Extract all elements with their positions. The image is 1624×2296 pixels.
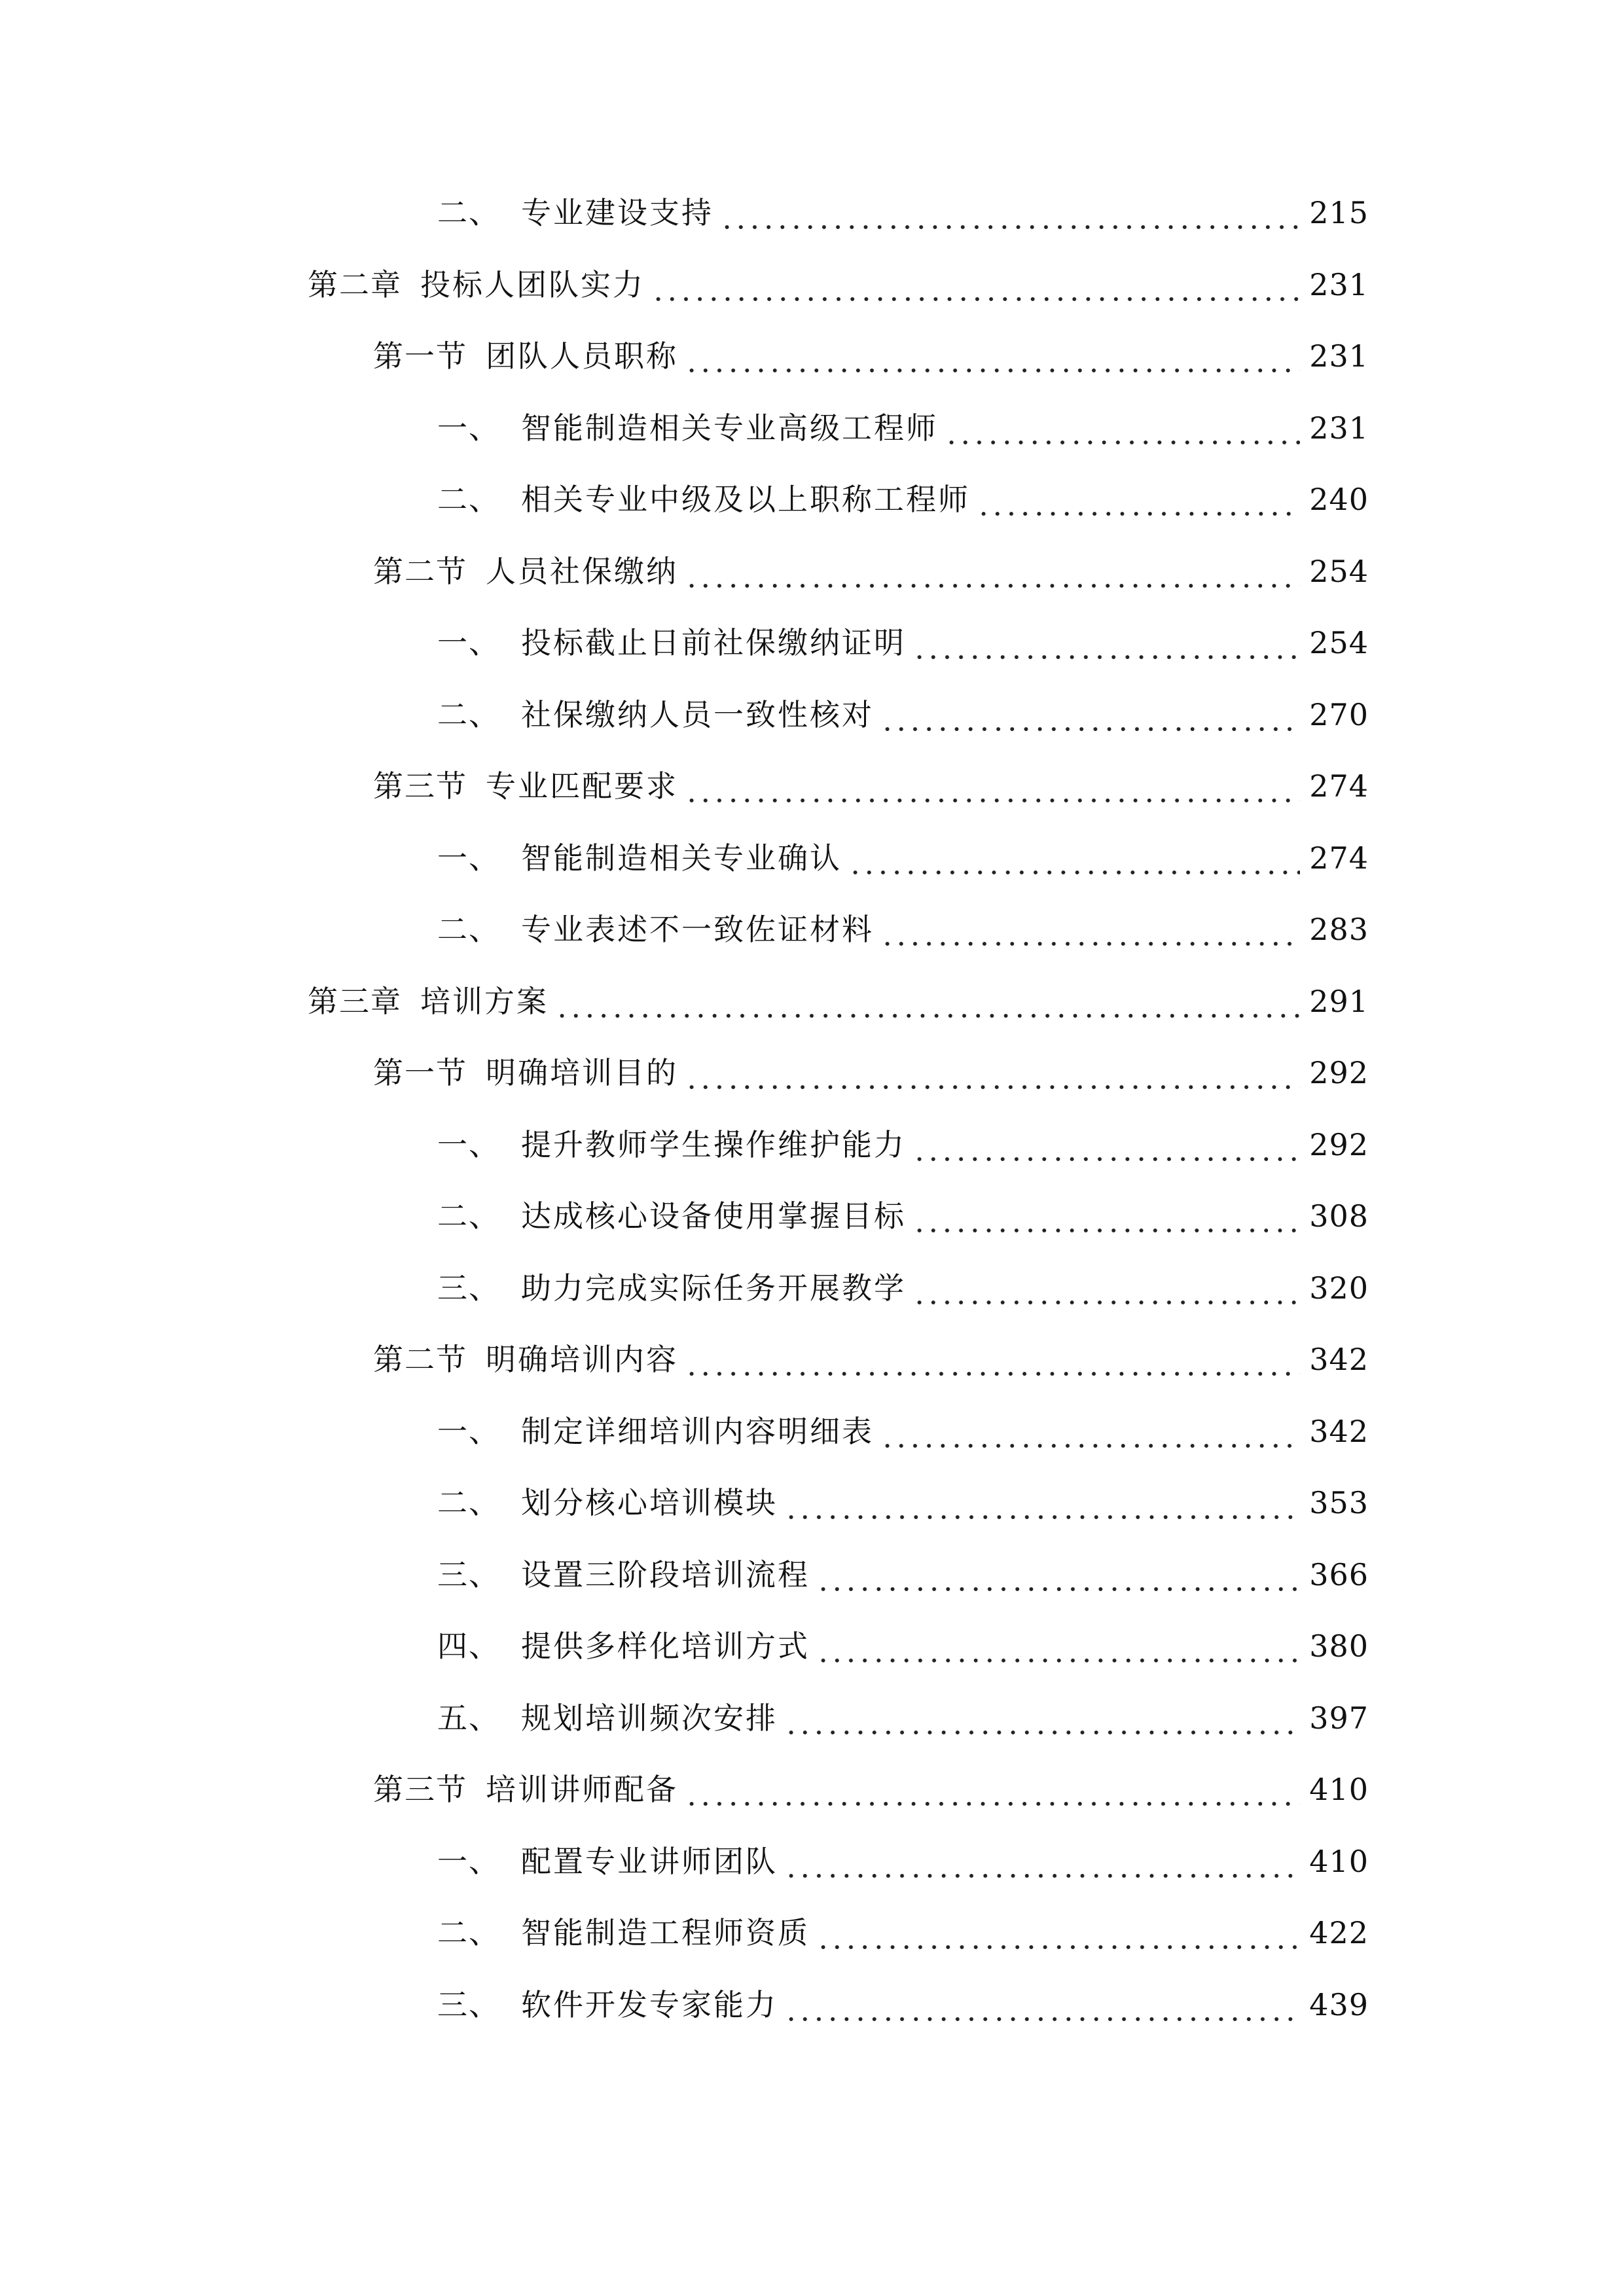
- entry-number: 二、: [437, 195, 500, 230]
- entry-number: 四、: [437, 1628, 500, 1664]
- dot-leader: [784, 1982, 1300, 2028]
- entry-number: 第二节: [373, 1342, 467, 1377]
- entry-number: 二、: [437, 912, 500, 947]
- entry-title: 达成核心设备使用掌握目标: [521, 1198, 906, 1234]
- page-number: 291: [1309, 984, 1369, 1019]
- page-number: 254: [1309, 554, 1369, 589]
- entry-title: 相关专业中级及以上职称工程师: [521, 482, 970, 517]
- toc-entry-lecturer-team[interactable]: [437, 1839, 1369, 1884]
- toc-entry-intermediate-engineers[interactable]: [437, 476, 1369, 522]
- dot-leader: [848, 835, 1300, 881]
- dot-leader: [784, 1480, 1300, 1526]
- dot-leader: [912, 1122, 1300, 1168]
- entry-title: 提供多样化培训方式: [521, 1628, 810, 1664]
- entry-title: 规划培训频次安排: [521, 1700, 778, 1736]
- page-number: 342: [1309, 1342, 1369, 1377]
- entry-number: 第一节: [373, 1055, 467, 1090]
- entry-title: 明确培训目的: [486, 1055, 678, 1090]
- entry-number: 三、: [437, 1270, 500, 1306]
- toc-entry-social-security-proof[interactable]: [437, 620, 1369, 666]
- entry-number: 第一节: [373, 338, 467, 374]
- entry-title: 智能制造工程师资质: [521, 1915, 810, 1950]
- entry-number: 二、: [437, 697, 500, 732]
- dot-leader: [816, 1910, 1300, 1956]
- entry-number: 二、: [437, 1198, 500, 1234]
- entry-number: 一、: [437, 1844, 500, 1879]
- entry-title: 配置专业讲师团队: [521, 1844, 778, 1879]
- dot-leader: [685, 1050, 1300, 1096]
- entry-number: 第三节: [373, 768, 467, 804]
- entry-title: 智能制造相关专业确认: [521, 840, 842, 876]
- dot-leader: [912, 620, 1300, 666]
- entry-title: 软件开发专家能力: [521, 1987, 778, 2022]
- dot-leader: [816, 1623, 1300, 1669]
- entry-title: 明确培训内容: [486, 1342, 678, 1377]
- entry-number: 一、: [437, 410, 500, 446]
- dot-leader: [784, 1839, 1300, 1884]
- toc-entry-equipment-goals[interactable]: [437, 1193, 1369, 1239]
- page-number: 410: [1309, 1844, 1369, 1879]
- entry-title: 专业匹配要求: [486, 768, 678, 804]
- toc-entry-core-modules[interactable]: [437, 1480, 1369, 1526]
- toc-entry-improve-abilities[interactable]: [437, 1122, 1369, 1168]
- dot-leader: [977, 476, 1300, 522]
- page-number: 270: [1309, 697, 1369, 732]
- entry-number: 一、: [437, 1414, 500, 1449]
- entry-title: 人员社保缴纳: [486, 554, 678, 589]
- entry-title: 设置三阶段培训流程: [521, 1557, 810, 1592]
- entry-number: 一、: [437, 840, 500, 876]
- toc-section-3-1[interactable]: [373, 1050, 1369, 1096]
- entry-title: 投标人团队实力: [420, 267, 645, 302]
- dot-leader: [912, 1265, 1300, 1311]
- toc-section-3-2[interactable]: [373, 1336, 1369, 1382]
- entry-title: 划分核心培训模块: [521, 1485, 778, 1520]
- toc-entry-practical-teaching[interactable]: [437, 1265, 1369, 1311]
- page-number: 366: [1309, 1557, 1369, 1592]
- dot-leader: [816, 1552, 1300, 1598]
- entry-number: 二、: [437, 482, 500, 517]
- entry-number: 三、: [437, 1987, 500, 2022]
- page-number: 292: [1309, 1055, 1369, 1090]
- page-number: 231: [1309, 267, 1369, 302]
- toc-entry-software-experts[interactable]: [437, 1982, 1369, 2028]
- toc-entry-training-methods[interactable]: [437, 1623, 1369, 1669]
- toc-section-2-2[interactable]: [373, 548, 1369, 594]
- toc-chapter-2[interactable]: [308, 262, 1369, 308]
- dot-leader: [685, 1336, 1300, 1382]
- entry-title: 助力完成实际任务开展教学: [521, 1270, 906, 1306]
- toc-chapter-3[interactable]: [308, 978, 1369, 1024]
- entry-number: 一、: [437, 1127, 500, 1162]
- dot-leader: [880, 906, 1300, 952]
- entry-number: 二、: [437, 1485, 500, 1520]
- page-number: 410: [1309, 1772, 1369, 1807]
- toc-section-2-1[interactable]: [373, 333, 1369, 379]
- toc-entry-content-schedule[interactable]: [437, 1408, 1369, 1454]
- page-number: 231: [1309, 338, 1369, 374]
- entry-title: 智能制造相关专业高级工程师: [521, 410, 938, 446]
- page-number: 397: [1309, 1700, 1369, 1736]
- toc-section-2-3[interactable]: [373, 763, 1369, 809]
- entry-number: 第三节: [373, 1772, 467, 1807]
- dot-leader: [555, 978, 1300, 1024]
- toc-entry-engineer-qualifications[interactable]: [437, 1910, 1369, 1956]
- page-number: 231: [1309, 410, 1369, 446]
- dot-leader: [880, 1408, 1300, 1454]
- page-number: 215: [1309, 195, 1369, 230]
- page-number: 292: [1309, 1127, 1369, 1162]
- entry-title: 培训方案: [420, 984, 549, 1019]
- entry-title: 社保缴纳人员一致性核对: [521, 697, 874, 732]
- page-number: 274: [1309, 840, 1369, 876]
- entry-number: 二、: [437, 1915, 500, 1950]
- dot-leader: [720, 190, 1300, 236]
- entry-number: 第二节: [373, 554, 467, 589]
- dot-leader: [945, 405, 1300, 451]
- entry-number: 第三章: [308, 984, 402, 1019]
- dot-leader: [784, 1695, 1300, 1741]
- toc-entry-training-frequency[interactable]: [437, 1695, 1369, 1741]
- page-number: 422: [1309, 1915, 1369, 1950]
- page-number: 254: [1309, 625, 1369, 660]
- page-number: 380: [1309, 1628, 1369, 1664]
- dot-leader: [685, 548, 1300, 594]
- dot-leader: [685, 763, 1300, 809]
- page-number: 320: [1309, 1270, 1369, 1306]
- entry-number: 五、: [437, 1700, 500, 1736]
- entry-number: 第二章: [308, 267, 402, 302]
- toc-entry-social-security-check[interactable]: [437, 692, 1369, 738]
- page-number: 342: [1309, 1414, 1369, 1449]
- page-number: 240: [1309, 482, 1369, 517]
- page-number: 439: [1309, 1987, 1369, 2022]
- entry-title: 投标截止日前社保缴纳证明: [521, 625, 906, 660]
- entry-title: 培训讲师配备: [486, 1772, 678, 1807]
- page-number: 308: [1309, 1198, 1369, 1234]
- toc-entry-major-support[interactable]: [437, 190, 1369, 236]
- entry-number: 三、: [437, 1557, 500, 1592]
- page-number: 274: [1309, 768, 1369, 804]
- entry-title: 专业表述不一致佐证材料: [521, 912, 874, 947]
- page-number: 353: [1309, 1485, 1369, 1520]
- page-number: 283: [1309, 912, 1369, 947]
- entry-title: 制定详细培训内容明细表: [521, 1414, 874, 1449]
- entry-number: 一、: [437, 625, 500, 660]
- dot-leader: [912, 1193, 1300, 1239]
- entry-title: 专业建设支持: [521, 195, 713, 230]
- toc-entry-three-stage-process[interactable]: [437, 1552, 1369, 1598]
- dot-leader: [685, 333, 1300, 379]
- toc-entry-major-confirmation[interactable]: [437, 835, 1369, 881]
- entry-title: 提升教师学生操作维护能力: [521, 1127, 906, 1162]
- toc-entry-senior-engineers[interactable]: [437, 405, 1369, 451]
- dot-leader: [685, 1767, 1300, 1812]
- dot-leader: [651, 262, 1300, 308]
- toc-section-3-3[interactable]: [373, 1767, 1369, 1812]
- dot-leader: [880, 692, 1300, 738]
- entry-title: 团队人员职称: [486, 338, 678, 374]
- toc-entry-supporting-materials[interactable]: [437, 906, 1369, 952]
